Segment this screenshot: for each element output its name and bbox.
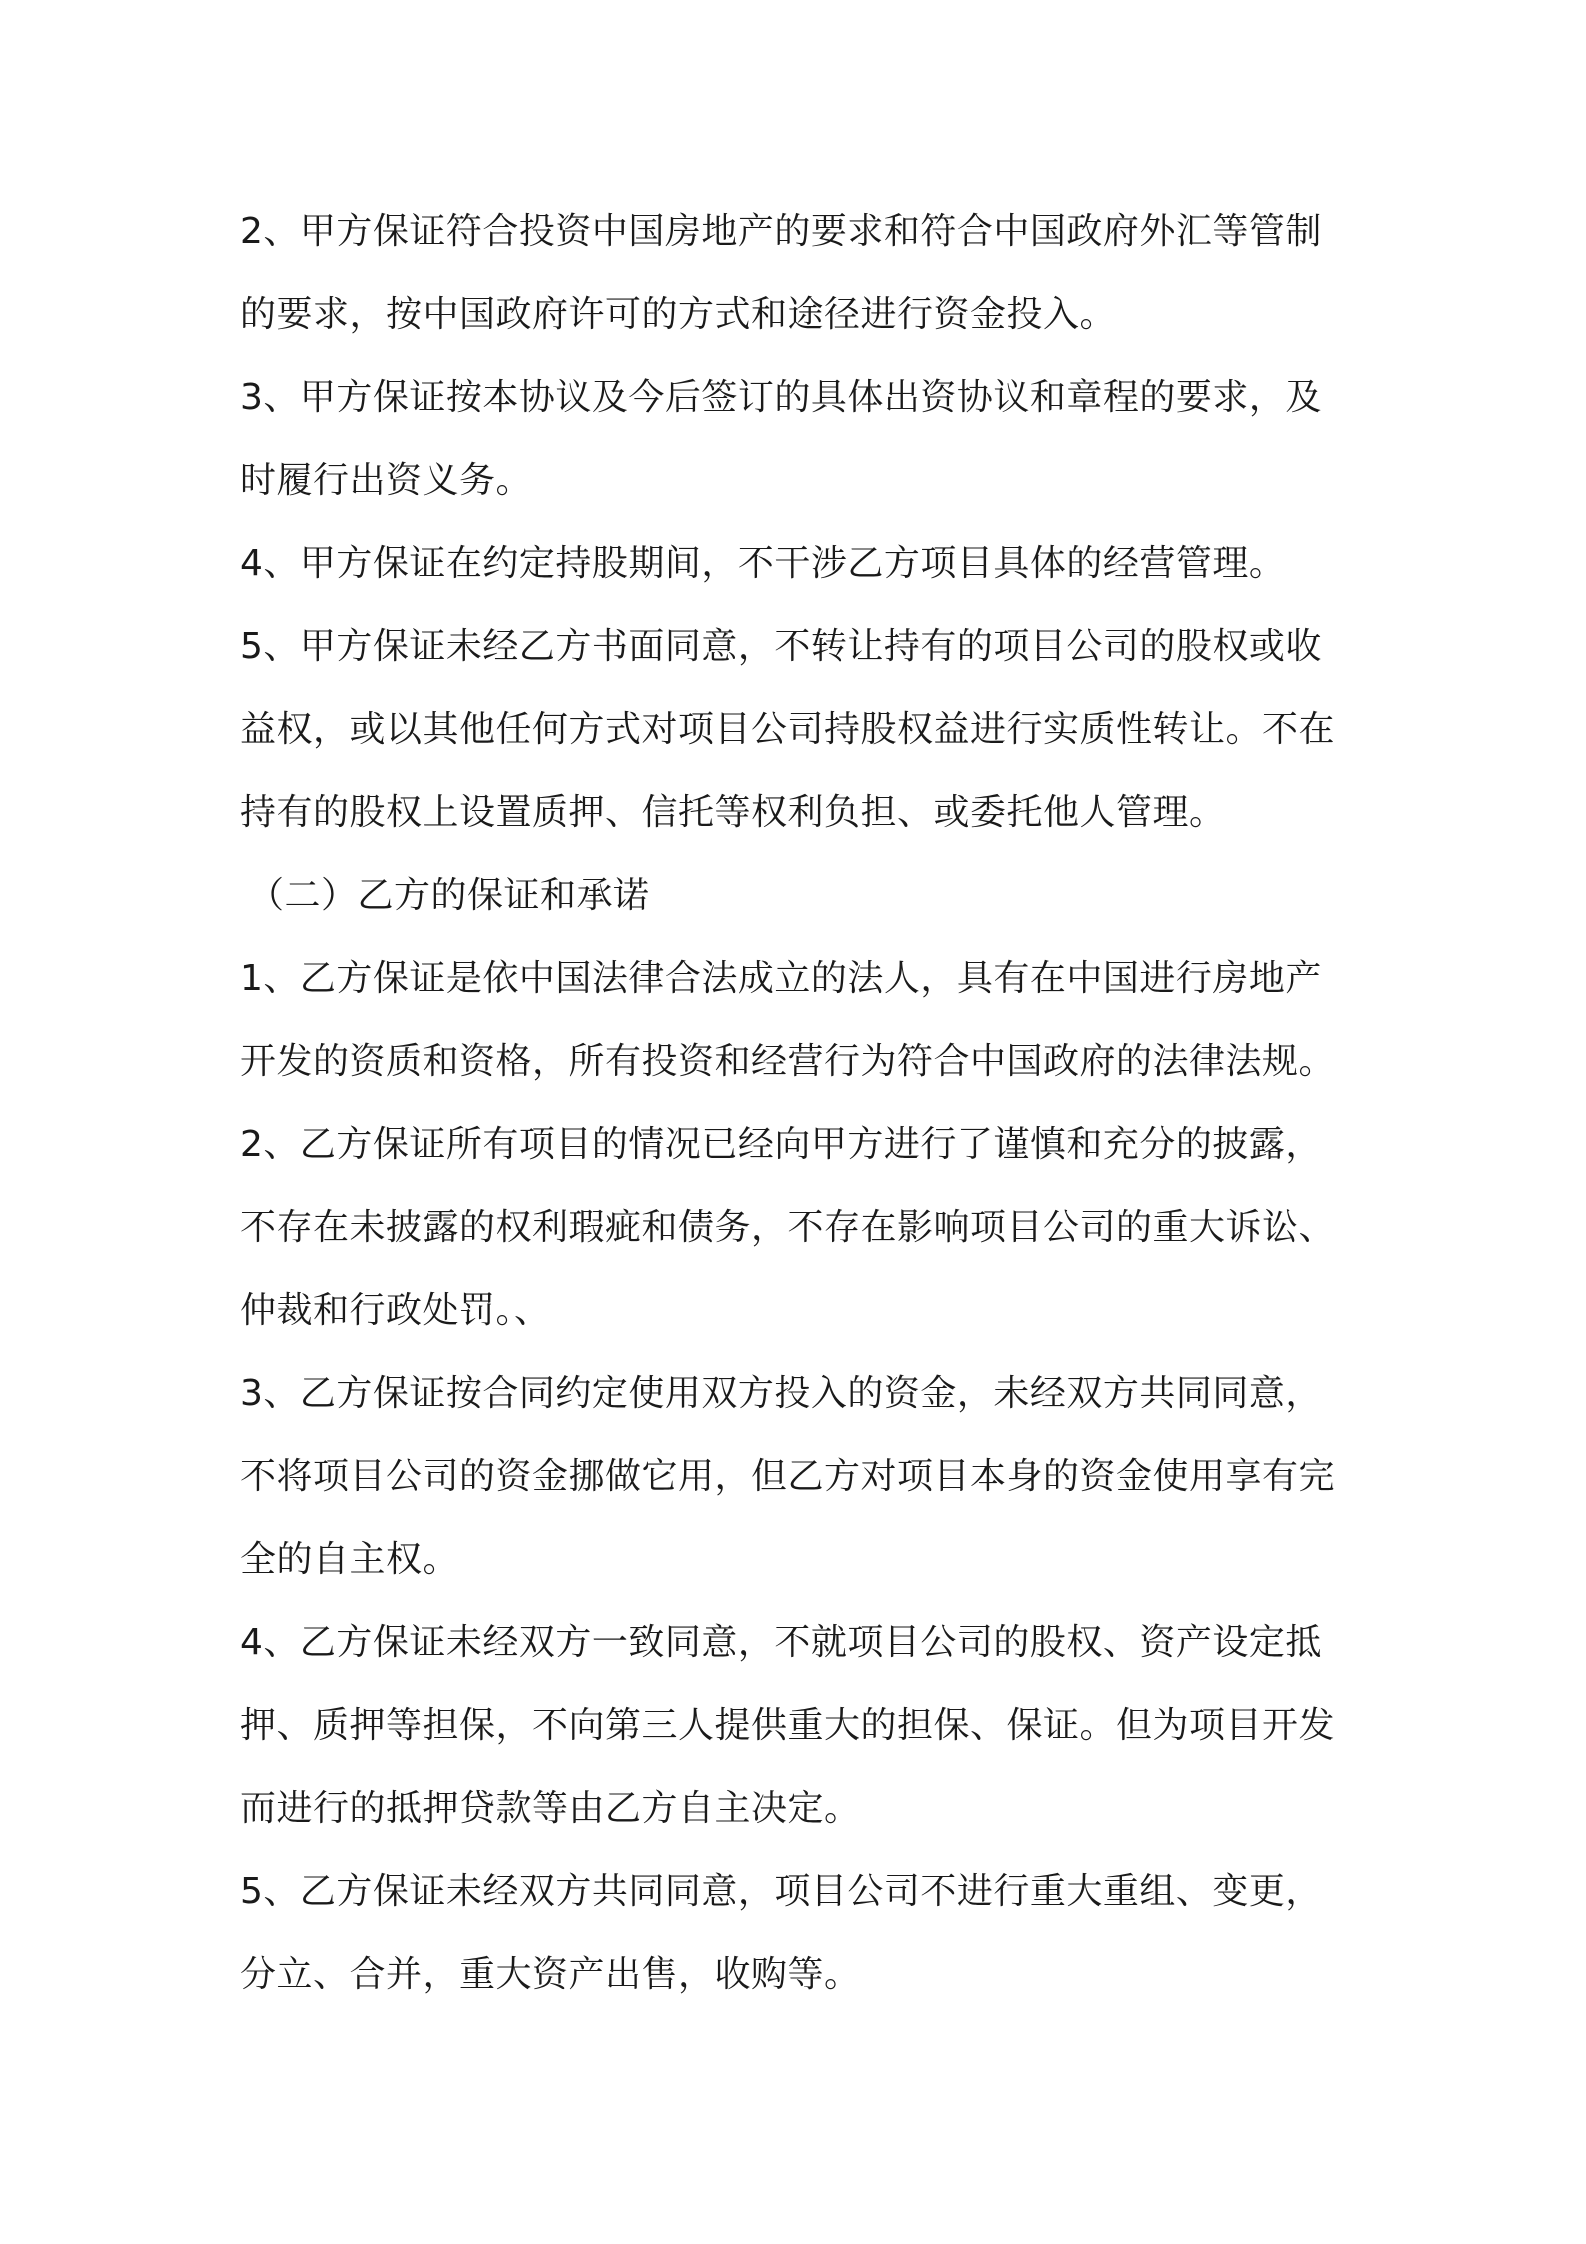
text-line: 全的自主权。 [240, 1539, 460, 1580]
text-line: 押、质押等担保，不向第三人提供重大的担保、保证。但为项目开发 [240, 1705, 1336, 1746]
text-line: 不存在未披露的权利瑕疵和债务，不存在影响项目公司的重大诉讼、 [240, 1207, 1336, 1248]
text-line: 5、甲方保证未经乙方书面同意，不转让持有的项目公司的股权或收 [240, 626, 1322, 667]
document-body [240, 190, 1360, 2016]
text-line: 时履行出资义务。 [240, 460, 533, 501]
text-line: 4、乙方保证未经双方一致同意，不就项目公司的股权、资产设定抵 [240, 1622, 1322, 1663]
text-line: 分立、合并，重大资产出售，收购等。 [240, 1954, 861, 1995]
text-line: 而进行的抵押贷款等由乙方自主决定。 [240, 1788, 861, 1829]
section-heading: （二）乙方的保证和承诺 [248, 875, 650, 916]
text-line: 3、乙方保证按合同约定使用双方投入的资金，未经双方共同同意， [240, 1373, 1322, 1414]
text-line: 开发的资质和资格，所有投资和经营行为符合中国政府的法律法规。 [240, 1041, 1336, 1082]
text-line: 5、乙方保证未经双方共同同意，项目公司不进行重大重组、变更， [240, 1871, 1322, 1912]
text-line: 益权，或以其他任何方式对项目公司持股权益进行实质性转让。不在 [240, 709, 1336, 750]
text-line: 的要求，按中国政府许可的方式和途径进行资金投入。 [240, 294, 1117, 335]
text-line: 4、甲方保证在约定持股期间，不干涉乙方项目具体的经营管理。 [240, 543, 1286, 584]
text-line: 3、甲方保证按本协议及今后签订的具体出资协议和章程的要求，及 [240, 377, 1322, 418]
text-line: 1、乙方保证是依中国法律合法成立的法人，具有在中国进行房地产 [240, 958, 1322, 999]
text-line: 2、甲方保证符合投资中国房地产的要求和符合中国政府外汇等管制 [240, 211, 1322, 252]
text-line: 2、乙方保证所有项目的情况已经向甲方进行了谨慎和充分的披露， [240, 1124, 1322, 1165]
text-line: 仲裁和行政处罚。、 [240, 1290, 551, 1331]
text-line: 不将项目公司的资金挪做它用，但乙方对项目本身的资金使用享有完 [240, 1456, 1336, 1497]
text-line: 持有的股权上设置质押、信托等权利负担、或委托他人管理。 [240, 792, 1226, 833]
